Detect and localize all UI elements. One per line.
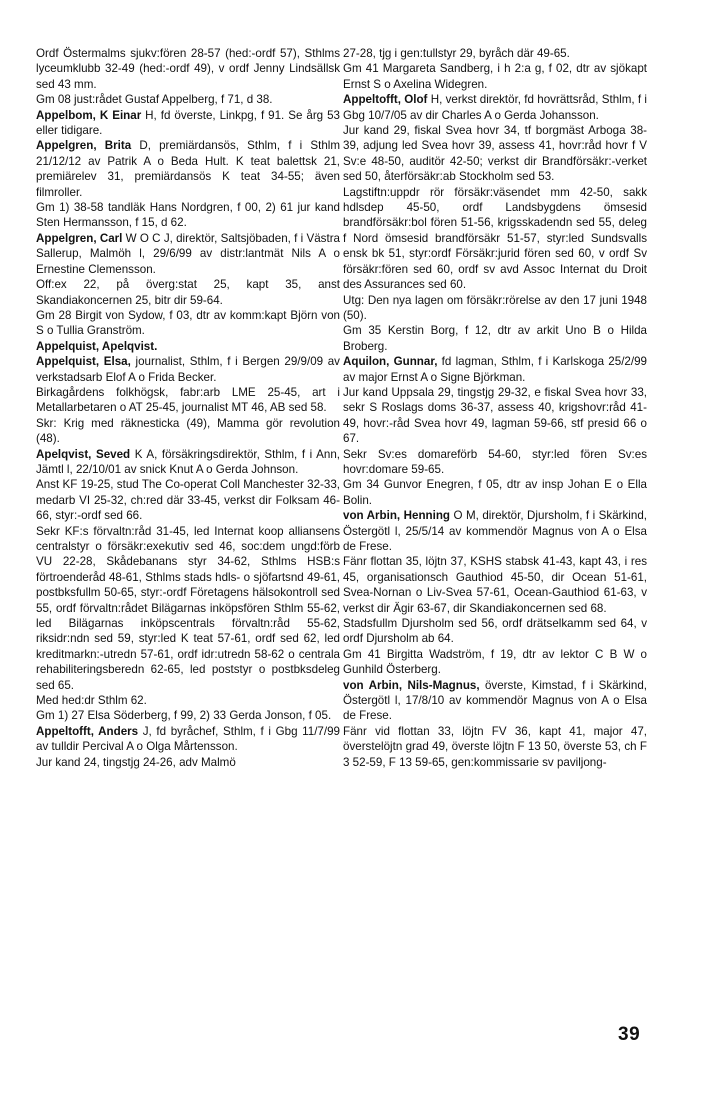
entry-appelgren-carl: Appelgren, Carl W O C J, direktör, Saltsjöbaden, f i Västra Sallerup, Malmöh l, 29/6/99 av distr:lantmät Nils A o Ernestine Clemensson.	[36, 231, 340, 276]
entry-paragraph: 27-28, tjg i gen:tullstyr 29, byråch där 49-65.	[343, 47, 570, 60]
entry-paragraph: Gm 28 Birgit von Sydow, f 03, dtr av komm:kapt Björn von S o Tullia Granström.	[36, 308, 340, 338]
page-number: 39	[618, 1024, 641, 1045]
entry-headword: Appelbom, K Einar	[36, 108, 142, 122]
entry-paragraph: Fänr flottan 35, löjtn 37, KSHS stabsk 41-43, kapt 43, i res 45, organisationsch Gauthiod 45-50, dir Ocean 51-61, Svea-Nornan o Liv-Svea 57-61, Ocean-Gauthiod 61-63, v verkst dir Ägir 63-67, dir Skandiakoncernen sed 68.	[343, 555, 647, 615]
entry-apelqvist-seved: Apelqvist, Seved K A, försäkringsdirektör, Sthlm, f i Ann, Jämtl l, 22/10/01 av snick Knut A o Gerda Johnson.	[36, 447, 340, 476]
entry-paragraph: Jur kand 29, fiskal Svea hovr 34, tf borgmäst Arboga 38-39, adjung led Svea hovr 39, assess 41, hovr:råd hovr f V Sv:e 48-50, auditör 42-50; verkst dir Brandförsäkr:-verket sed 50, återförsäkr:ab Stockholm sed 53.	[343, 124, 647, 184]
entry-headword: Appelquist, Apelqvist.	[36, 339, 158, 353]
right-column	[343, 46, 647, 770]
entry-headword: Apelqvist, Seved	[36, 447, 131, 461]
entry-paragraph: Gm 41 Birgitta Wadström, f 19, dtr av lektor C B W o Gunhild Österberg.	[343, 647, 647, 677]
entry-paragraph: Gm 08 just:rådet Gustaf Appelberg, f 71, d 38.	[36, 93, 273, 107]
entry-paragraph: Skr: Krig med räknesticka (49), Mamma gör revolution (48).	[36, 416, 340, 446]
entry-aquilon-gunnar: Aquilon, Gunnar, fd lagman, Sthlm, f i Karlskoga 25/2/99 av major Ernst A o Signe Björkman.	[343, 355, 647, 384]
entry-paragraph: Gm 1) 27 Elsa Söderberg, f 99, 2) 33 Gerda Jonson, f 05.	[36, 709, 332, 723]
entry-appelquist-elsa: Appelquist, Elsa, journalist, Sthlm, f i Bergen 29/9/09 av verkstadsarb Elof A o Frida Becker.	[36, 355, 340, 384]
entry-paragraph: Lagstiftn:uppdr rör försäkr:väsendet mm 42-50, sakk hdlsdep 45-50, ordf Landsbygdens ömsesid brandförsäkr:bol fören 51-56, krigsskadendn sed 55, deleg f Nord ömsesid brandförsäkr 51-57, styr:led Sundsvalls ensk bk 51, styr:ordf Försäkr:jurid fören sed 60, v ordf Sv försäkr:fören sed 60, ordf sv avd Assoc Internat du Droit des Assurances sed 60.	[343, 185, 647, 292]
entry-paragraph: Fänr vid flottan 33, löjtn FV 36, kapt 41, major 47, överstelöjtn grad 49, överste löjtn F 13 50, överste 53, ch F 3 52-59, F 13 59-65, gen:kommissarie sv paviljong-	[343, 724, 647, 769]
entry-paragraph: Jur kand Uppsala 29, tingstjg 29-32, e fiskal Svea hovr 33, sekr S Roslags doms 36-37, assess 40, krigshovr:råd 41-49, hovr:-råd Svea hovr 49, lagman 59-66, stf presid 66 o 67.	[343, 385, 647, 446]
entry-headword: Appeltofft, Anders	[36, 724, 139, 738]
entry-headword: von Arbin, Henning	[343, 509, 450, 523]
entry-appeltofft-olof: Appeltofft, Olof H, verkst direktör, fd hovrättsråd, Sthlm, f i Gbg 10/7/05 av dir Charles A o Gerda Johansson.	[343, 93, 647, 122]
entry-paragraph: Utg: Den nya lagen om försäkr:rörelse av den 17 juni 1948 (50).	[343, 293, 647, 322]
entry-headword: Appeltofft, Olof	[343, 93, 428, 107]
left-column	[36, 46, 340, 770]
entry-headword: Appelgren, Brita	[36, 139, 132, 153]
entry-paragraph: Gm 35 Kerstin Borg, f 12, dtr av arkit Uno B o Hilda Broberg.	[343, 324, 647, 353]
entry-appelgren-brita: Appelgren, Brita D, premiärdansös, Sthlm, f i Sthlm 21/12/12 av Patrik A o Beda Hult. K teat balettsk 21, premiärelev 31, premiärdansös K teat 34-55; även filmroller.	[36, 139, 341, 199]
entry-paragraph: Jur kand 24, tingstjg 24-26, adv Malmö	[36, 755, 236, 769]
entry-paragraph: Gm 41 Margareta Sandberg, i h 2:a g, f 02, dtr av sjökapt Ernst S o Axelina Widegren.	[343, 62, 647, 91]
entry-appeltofft-anders: Appeltofft, Anders J, fd byråchef, Sthlm, f i Gbg 11/7/99 av tulldir Percival A o Olga Mårtensson.	[36, 724, 340, 754]
entry-paragraph: Anst KF 19-25, stud The Co-operat Coll Manchester 32-33, medarb VI 25-32, ch:red där 33-45, verkst dir Folksam 46-66, styr:-ordf sed 66.	[36, 478, 340, 523]
entry-paragraph: Sekr Sv:es domareförb 54-60, styr:led fören Sv:es hovr:domare 59-65.	[343, 447, 647, 476]
entry-paragraph: Birkagårdens folkhögsk, fabr:arb LME 25-45, art i Metallarbetaren o AT 25-45, journalist MT 46, AB sed 58.	[36, 385, 340, 415]
entry-paragraph: Off:ex 22, på överg:stat 25, kapt 35, anst Skandiakoncernen 25, bitr dir 59-64.	[36, 278, 340, 307]
entry-paragraph: Ordf Östermalms sjukv:fören 28-57 (hed:-ordf 57), Sthlms lyceumklubb 32-49 (hed:-ordf 49), v ordf Jenny Lindsällsk sed 43 mm.	[36, 47, 340, 91]
entry-headword: Appelgren, Carl	[36, 231, 123, 245]
entry-paragraph: Sekr KF:s förvaltn:råd 31-45, led Internat koop alliansens centralstyr o försäkr:exekutiv sed 46, soc:dem ungd:förb VU 22-28, Skådebanans styr 34-62, Sthlms HSB:s förtroenderåd 48-61, Sthlms stads hdls- o sjöfartsnd 49-61, postbksfullm 50-65, styr:-ordf Företagens hälsokontroll sed 55, ordf förvaltn:rådet Bilägarnas inköpsfören Sthlm 55-62, led Bilägarnas inköpscentrals förvaltn:råd 55-62, riksidr:ndn sed 59, styr:led K teat 57-61, ordf sed 62, led kreditmarkn:-utredn 57-61, ordf idr:utredn 58-62 o centrala rehabiliteringsberedn 62-65, led poststyr o postbksdeleg sed 65.	[36, 524, 340, 692]
entry-paragraph: Med hed:dr Sthlm 62.	[36, 694, 147, 708]
entry-headword: von Arbin, Nils-Magnus,	[343, 678, 480, 692]
entry-headword: Appelquist, Elsa,	[36, 355, 131, 369]
entry-appelquist-crossref	[36, 339, 340, 354]
entry-paragraph: Gm 34 Gunvor Enegren, f 05, dtr av insp Johan E o Ella Bolin.	[343, 478, 647, 507]
entry-paragraph: Gm 1) 38-58 tandläk Hans Nordgren, f 00, 2) 61 jur kand Sten Hermansson, f 15, d 62.	[36, 201, 340, 230]
entry-appelbom-einar: Appelbom, K Einar H, fd överste, Linkpg, f 91. Se årg 53 eller tidigare.	[36, 108, 340, 138]
entry-paragraph: Stadsfullm Djursholm sed 56, ordf drätselkamm sed 64, v ordf Djursholm ab 64.	[343, 617, 647, 646]
entry-headword: Aquilon, Gunnar,	[343, 355, 438, 369]
entry-von-arbin-henning: von Arbin, Henning O M, direktör, Djursholm, f i Skärkind, Östergötl l, 25/5/14 av kommendör Magnus von A o Elsa de Frese.	[343, 509, 648, 553]
entry-von-arbin-nils-magnus: von Arbin, Nils-Magnus, överste, Kimstad, f i Skärkind, Östergötl l, 17/8/10 av kommendör Magnus von A o Elsa de Frese.	[343, 678, 647, 723]
